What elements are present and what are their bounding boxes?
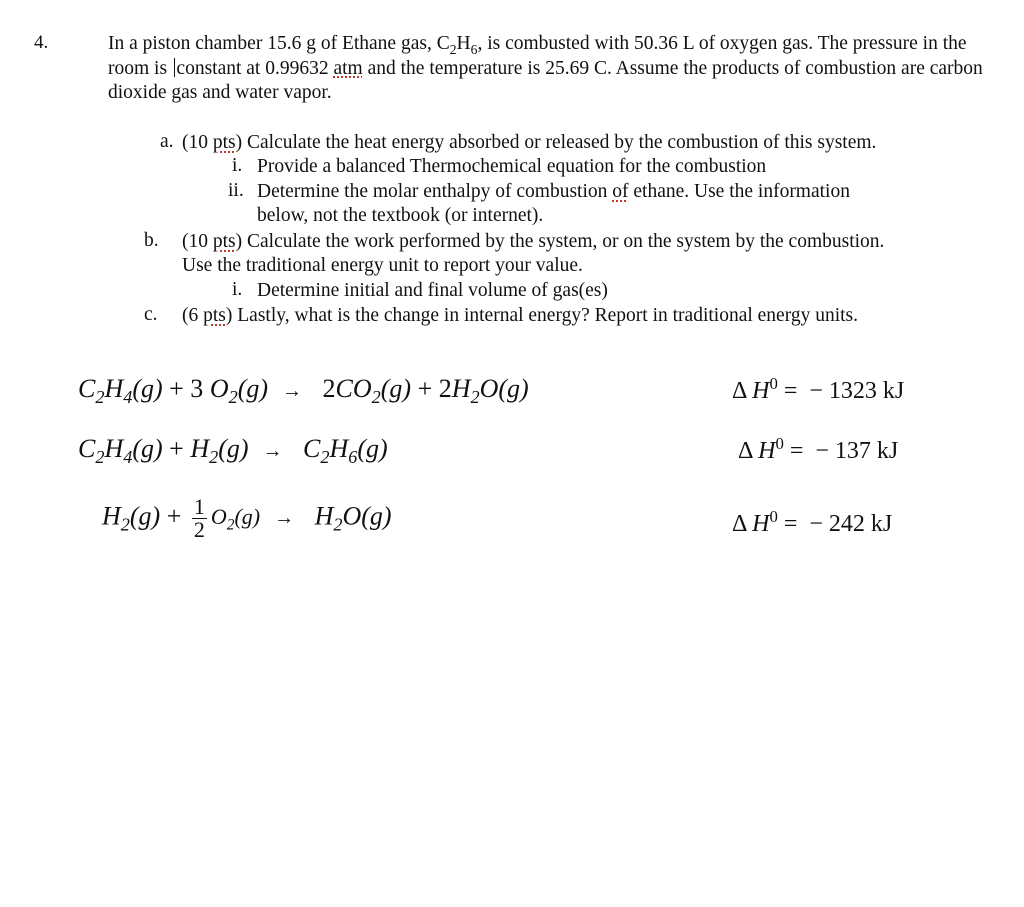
delta-h-2: Δ $H^0$ = − 137 kJ — [738, 434, 899, 464]
part-b-i-label: i. — [232, 279, 243, 300]
part-b-label: b. — [144, 230, 159, 251]
delta-h-1: Δ $H^0$ = − 1323 kJ — [732, 374, 905, 404]
fraction-one-half: $\frac{1}{2}$ — [193, 494, 205, 542]
part-b-i-text: Determine initial and final volume of gas(es) — [257, 280, 608, 301]
part-a-ii-line2: below, not the textbook (or internet). — [257, 205, 544, 226]
equation-3: $H_2(g)$ + $\frac{1}{2}$ $O_2(g) \to H_2O(g)$ — [102, 494, 392, 542]
part-a-ii-text: Determine the molar enthalpy of combustion of ethane. Use the information — [257, 181, 850, 202]
spellcheck-atm: atm — [333, 57, 363, 79]
part-c-text: (6 pts) Lastly, what is the change in internal energy? Report in traditional energy units. — [182, 305, 859, 326]
part-a-i-text: Provide a balanced Thermochemical equation for the combustion — [257, 156, 767, 177]
part-a-text: (10 pts) Calculate the heat energy absorbed or released by the combustion of this system. — [182, 132, 877, 153]
delta-h-3: Δ $H^0$ = − 242 kJ — [732, 507, 893, 537]
equation-1: $C_2H_4(g) + 3$ $O_2(g) \to 2CO_2(g) + 2H_2O(g)$ — [78, 374, 529, 408]
part-a-ii-label: ii. — [228, 180, 244, 201]
part-c-label: c. — [144, 304, 158, 325]
question-intro: In a piston chamber 15.6 g of Ethane gas, $C_2H_6$, is combusted with 50.36 L of oxygen gas. The pressure in the room is constant at 0.99632 atm and the temperature is 25.69 C. Assume the products of combustion are carbon dioxide gas and water vapor. — [108, 33, 983, 103]
part-a-label: a. — [160, 131, 174, 152]
part-b-text: (10 pts) Calculate the work performed by the system, or on the system by the combustion. — [182, 231, 885, 252]
part-a-i-label: i. — [232, 155, 243, 176]
question-number: 4. — [34, 32, 49, 53]
equation-2: $C_2H_4(g) + H_2(g) \to C_2H_6(g)$ — [78, 434, 388, 468]
part-b-line2: Use the traditional energy unit to report your value. — [182, 255, 583, 276]
